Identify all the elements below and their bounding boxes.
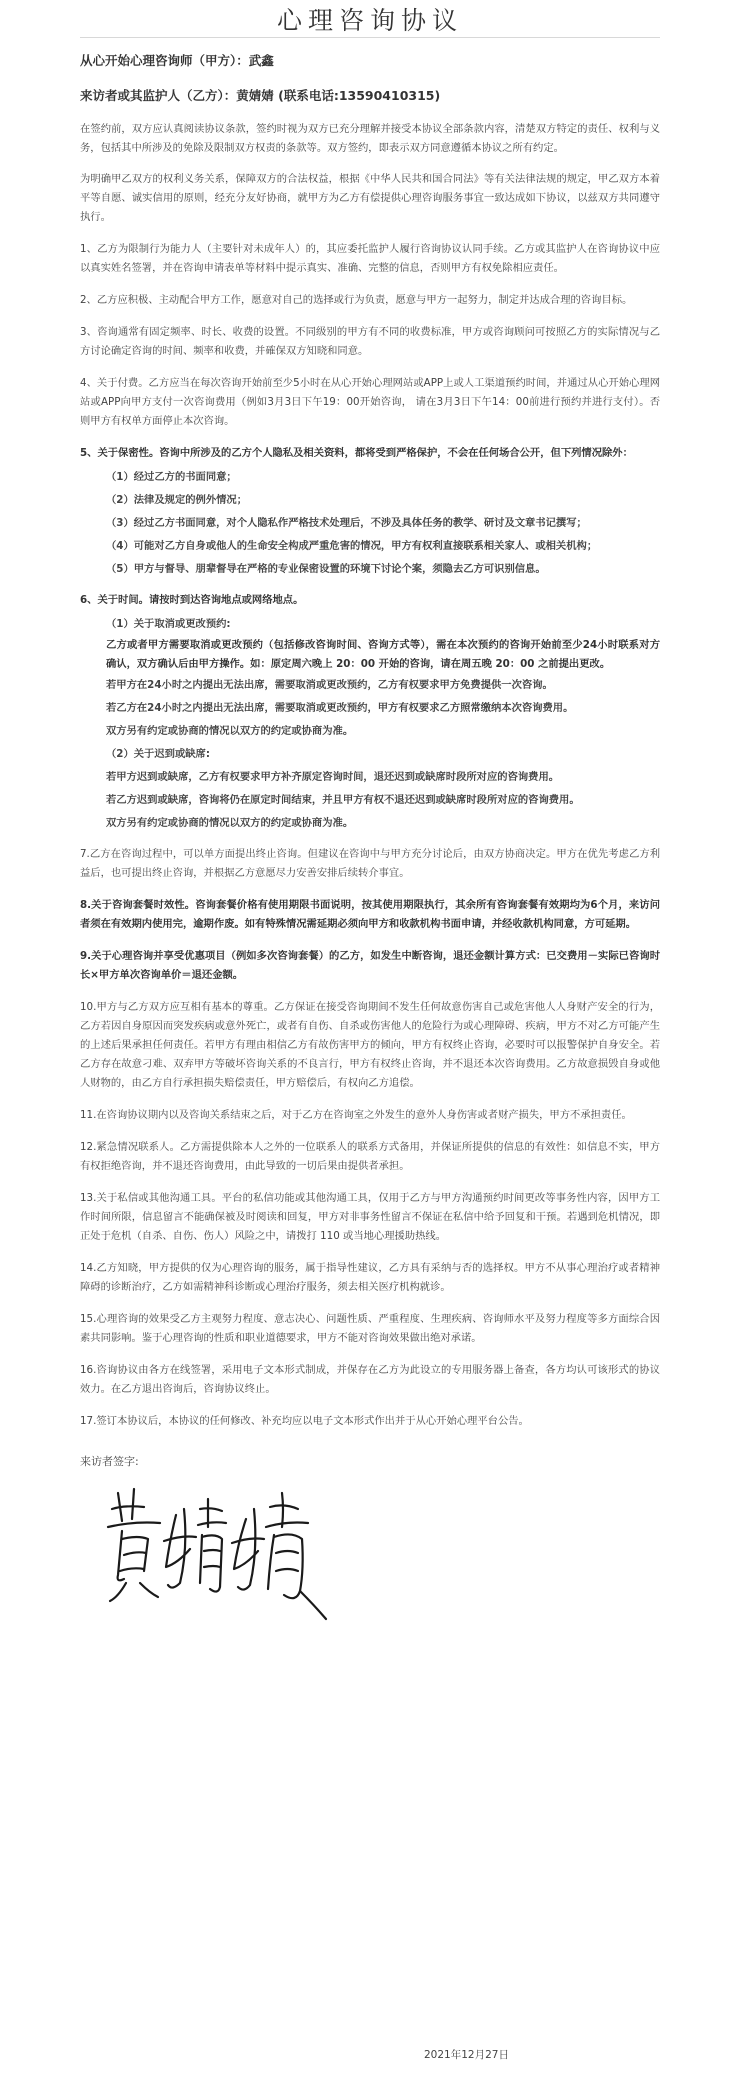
clause-16: 16.咨询协议由各方在线签署，采用电子文本形式制成，并保存在乙方为此设立的专用服务器上备查，各方均认可该形式的协议效力。在乙方退出咨询后，咨询协议终止。 <box>80 1364 660 1395</box>
party-b: 来访者或其监护人（乙方）：黄婧婧 (联系电话:13590410315) <box>80 88 441 103</box>
clause-5-heading: 5、关于保密性。咨询中所涉及的乙方个人隐私及相关资料，都将受到严格保护，不会在任何场合公开，但下列情况除外： <box>80 447 633 459</box>
clause-9: 9.关于心理咨询并享受优惠项目（例如多次咨询套餐）的乙方，如发生中断咨询，退还金额计算方式：已交费用－实际已咨询时长×甲方单次咨询单价＝退还金额。 <box>80 950 660 981</box>
clause-5-item: （1）经过乙方的书面同意； <box>106 471 237 483</box>
clause-5-item: （5）甲方与督导、朋辈督导在严格的专业保密设置的环境下讨论个案，须隐去乙方可识别信息。 <box>106 563 546 575</box>
clause-15: 15.心理咨询的效果受乙方主观努力程度、意志决心、问题性质、严重程度、生理疾病、咨询师水平及努力程度等多方面综合因素共同影响。鉴于心理咨询的性质和职业道德要求，甲方不能对咨询效果做出绝对承诺。 <box>80 1313 660 1344</box>
clause-8: 8.关于咨询套餐时效性。咨询套餐价格有使用期限书面说明，按其使用期限执行，其余所有咨询套餐有效期均为6个月，来访问者须在有效期内使用完，逾期作废。如有特殊情况需延期必须向甲方和收款机构书面申请，并经收款机构同意，方可延期。 <box>80 899 660 930</box>
clause-6-sub2-text: 若乙方迟到或缺席，咨询将仍在原定时间结束，并且甲方有权不退还迟到或缺席时段所对应的咨询费用。 <box>106 794 580 806</box>
clause-6-sub1-text: 若甲方在24小时之内提出无法出席，需要取消或更改预约，乙方有权要求甲方免费提供一次咨询。 <box>106 679 553 691</box>
clause-5-item: （2）法律及规定的例外情况； <box>106 494 248 506</box>
title-bar <box>80 0 660 38</box>
clause-10: 10.甲方与乙方双方应互相有基本的尊重。乙方保证在接受咨询期间不发生任何故意伤害自己或危害他人人身财产安全的行为，乙方若因自身原因而突发疾病或意外死亡，或者有自伤、自杀或伤害他人的危险行为或心理障碍、疾病，甲方不对乙方可能产生的上述后果承担任何责任。若甲方有理由相信乙方有故伤害甲方的倾向，甲方有权终止咨询，必要时可以报警保护自身安全。若乙方存在故意刁难、双弃甲方等破坏咨询关系的不良言行，甲方有权终止咨询，并不退还本次咨询费用。乙方故意损毁自身或他人财物的，由乙方自行承担损失赔偿责任，甲方赔偿后，有权向乙方追偿。 <box>80 1001 660 1089</box>
clause-6-sub2-text: 双方另有约定或协商的情况以双方的约定或协商为准。 <box>106 817 354 829</box>
clause-5-item: （3）经过乙方书面同意，对个人隐私作严格技术处理后，不涉及具体任务的教学、研讨及文章书记撰写； <box>106 517 587 529</box>
clause-12: 12.紧急情况联系人。乙方需提供除本人之外的一位联系人的联系方式备用，并保证所提供的信息的有效性：如信息不实，甲方有权拒绝咨询，并不退还咨询费用，由此导致的一切后果由提供者承担。 <box>80 1141 660 1172</box>
clause-6-sub2-heading: （2）关于迟到或缺席: <box>106 748 210 760</box>
clause-7: 7.乙方在咨询过程中，可以单方面提出终止咨询。但建议在咨询中与甲方充分讨论后，由双方协商决定。甲方在优先考虑乙方利益后，也可提出终止咨询，并根据乙方意愿尽力安善安排后续转介事宜。 <box>80 848 660 879</box>
party-a: 从心开始心理咨询师（甲方）：武鑫 <box>80 53 274 68</box>
clause-2: 2、乙方应积极、主动配合甲方工作，愿意对自己的选择或行为负责，愿意与甲方一起努力，制定并达成合理的咨询目标。 <box>80 294 633 306</box>
clause-3: 3、咨询通常有固定频率、时长、收费的设置。不同级别的甲方有不同的收费标准，甲方或咨询顾问可按照乙方的实际情况与乙方讨论确定咨询的时间、频率和收费，并確保双方知晓和同意。 <box>80 326 660 357</box>
clause-14: 14.乙方知晓，甲方提供的仅为心理咨询的服务，属于指导性建议，乙方具有采纳与否的选择权。甲方不从事心理治疗或者精神障碍的诊断治疗，乙方如需精神科诊断或心理治疗服务，须去相关医疗机构就诊。 <box>80 1262 660 1293</box>
clause-6-heading: 6、关于时间。请按时到达咨询地点或网络地点。 <box>80 594 304 606</box>
clause-5-item: （4）可能对乙方自身或他人的生命安全构成严重危害的情况，甲方有权利直接联系相关家人、或相关机构； <box>106 540 598 552</box>
clause-6-body <box>80 613 660 835</box>
signature-date: 2021年12月27日 <box>424 2049 509 2061</box>
clause-4: 4、关于付费。乙方应当在每次咨询开始前至少5小时在从心开始心理网站或APP上或人工渠道预约时间，并通过从心开始心理网站或APP向甲方支付一次咨询费用（例如3月3日下午19：00开始咨询， 请在3月3日下午14：00前进行预约并进行支付）。否则甲方有权单方面停止本次咨询。 <box>80 377 660 427</box>
signature-label: 来访者签字: <box>80 1455 139 1468</box>
clause-5-list <box>80 466 660 581</box>
intro-paragraph-1: 在签约前，双方应认真阅读协议条款，签约时视为双方已充分理解并接受本协议全部条款内容，清楚双方特定的责任、权利与义务，包括其中所涉及的免除及限制双方权责的条款等。双方签约，即表示双方同意遵循本协议之所有约定。 <box>80 123 660 154</box>
clause-6-sub1-text: 若乙方在24小时之内提出无法出席，需要取消或更改预约，甲方有权要求乙方照常缴纳本次咨询费用。 <box>106 702 574 714</box>
clause-6-sub2-text: 若甲方迟到或缺席，乙方有权要求甲方补齐原定咨询时间，退还迟到或缺席时段所对应的咨询费用。 <box>106 771 560 783</box>
handwritten-signature <box>104 1479 334 1629</box>
clause-6-sub1-text: 乙方或者甲方需要取消或更改预约（包括修改咨询时间、咨询方式等），需在本次预约的咨询开始前至少24小时联系对方确认，双方确认后由甲方操作。如：原定周六晚上 20：00 开始的咨询，请在周五晚 20：00 之前提出更改。 <box>106 639 660 670</box>
clause-6-sub1-text: 双方另有约定或协商的情况以双方的约定或协商为准。 <box>106 725 354 737</box>
document-title: 心理咨询协议 <box>276 6 463 35</box>
clause-13: 13.关于私信或其他沟通工具。平台的私信功能或其他沟通工具，仅用于乙方与甲方沟通预约时间更改等事务性内容，因甲方工作时间所限，信息留言不能确保被及时阅读和回复，甲方对非事务性留言不保证在私信中给予回复和干预。若遇到危机情况，即正处于危机（自杀、自伤、伤人）风险之中，请拨打 110 或当地心理援助热线。 <box>80 1192 660 1242</box>
clause-11: 11.在咨询协议期内以及咨询关系结束之后，对于乙方在咨询室之外发生的意外人身伤害或者财产损失，甲方不承担责任。 <box>80 1109 632 1121</box>
clause-1: 1、乙方为限制行为能力人（主要针对未成年人）的，其应委托监护人履行咨询协议认同手续。乙方或其监护人在咨询协议中应以真实姓名签署，并在咨询申请表单等材料中提示真实、准确、完整的信息，否则甲方有权免除相应责任。 <box>80 243 660 274</box>
clause-6-sub1-heading: （1）关于取消或更改预约: <box>106 618 231 630</box>
intro-paragraph-2: 为明确甲乙双方的权利义务关系，保障双方的合法权益，根据《中华人民共和国合同法》等有关法律法规的规定，甲乙双方本着平等自愿、诚实信用的原则，经充分友好协商，就甲方为乙方有偿提供心理咨询服务事宜一致达成如下协议，以兹双方共同遵守执行。 <box>80 173 660 223</box>
clause-17: 17.签订本协议后，本协议的任何修改、补充均应以电子文本形式作出并于从心开始心理平台公告。 <box>80 1415 529 1427</box>
